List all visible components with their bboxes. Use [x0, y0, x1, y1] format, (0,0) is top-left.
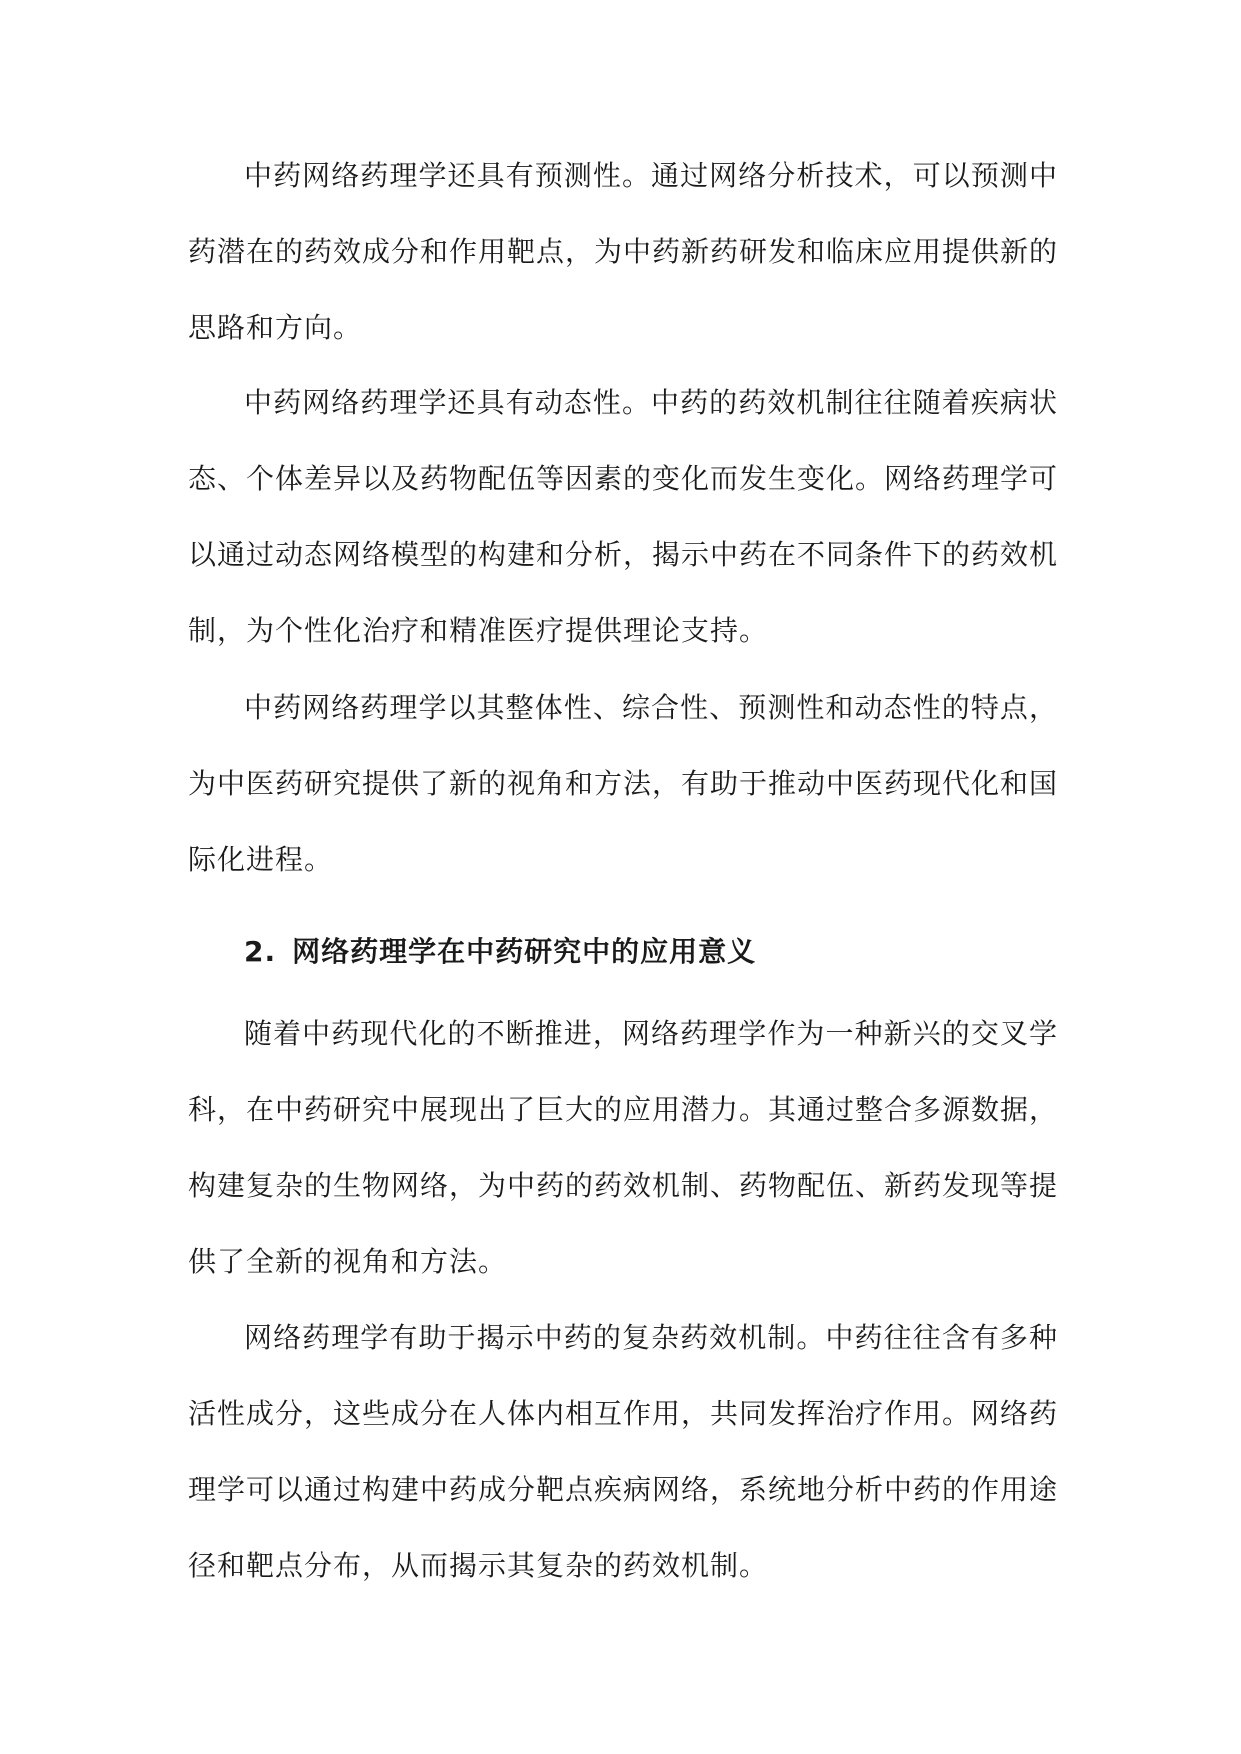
section-heading — [244, 932, 756, 972]
paragraph-mechanism: 网络药理学有助于揭示中药的复杂药效机制。中药往往含有多种活性成分，这些成分在人体内相互作用，共同发挥治疗作用。网络药理学可以通过构建中药成分靶点疾病网络，系统地分析中药的作用途径和靶点分布，从而揭示其复杂的药效机制。 — [188, 1321, 1059, 1582]
paragraph-predictive: 中药网络药理学还具有预测性。通过网络分析技术，可以预测中药潜在的药效成分和作用靶点，为中药新药研发和临床应用提供新的思路和方向。 — [188, 159, 1059, 344]
paragraph-application-intro: 随着中药现代化的不断推进，网络药理学作为一种新兴的交叉学科，在中药研究中展现出了巨大的应用潜力。其通过整合多源数据，构建复杂的生物网络，为中药的药效机制、药物配伍、新药发现等提供了全新的视角和方法。 — [188, 1017, 1059, 1278]
paragraph-summary: 中药网络药理学以其整体性、综合性、预测性和动态性的特点，为中医药研究提供了新的视角和方法，有助于推动中医药现代化和国际化进程。 — [188, 691, 1059, 876]
section-number: 2. — [244, 935, 277, 968]
section-title: 网络药理学在中药研究中的应用意义 — [292, 935, 757, 968]
paragraph-dynamic: 中药网络药理学还具有动态性。中药的药效机制往往随着疾病状态、个体差异以及药物配伍等因素的变化而发生变化。网络药理学可以通过动态网络模型的构建和分析，揭示中药在不同条件下的药效机制，为个性化治疗和精准医疗提供理论支持。 — [188, 386, 1059, 647]
